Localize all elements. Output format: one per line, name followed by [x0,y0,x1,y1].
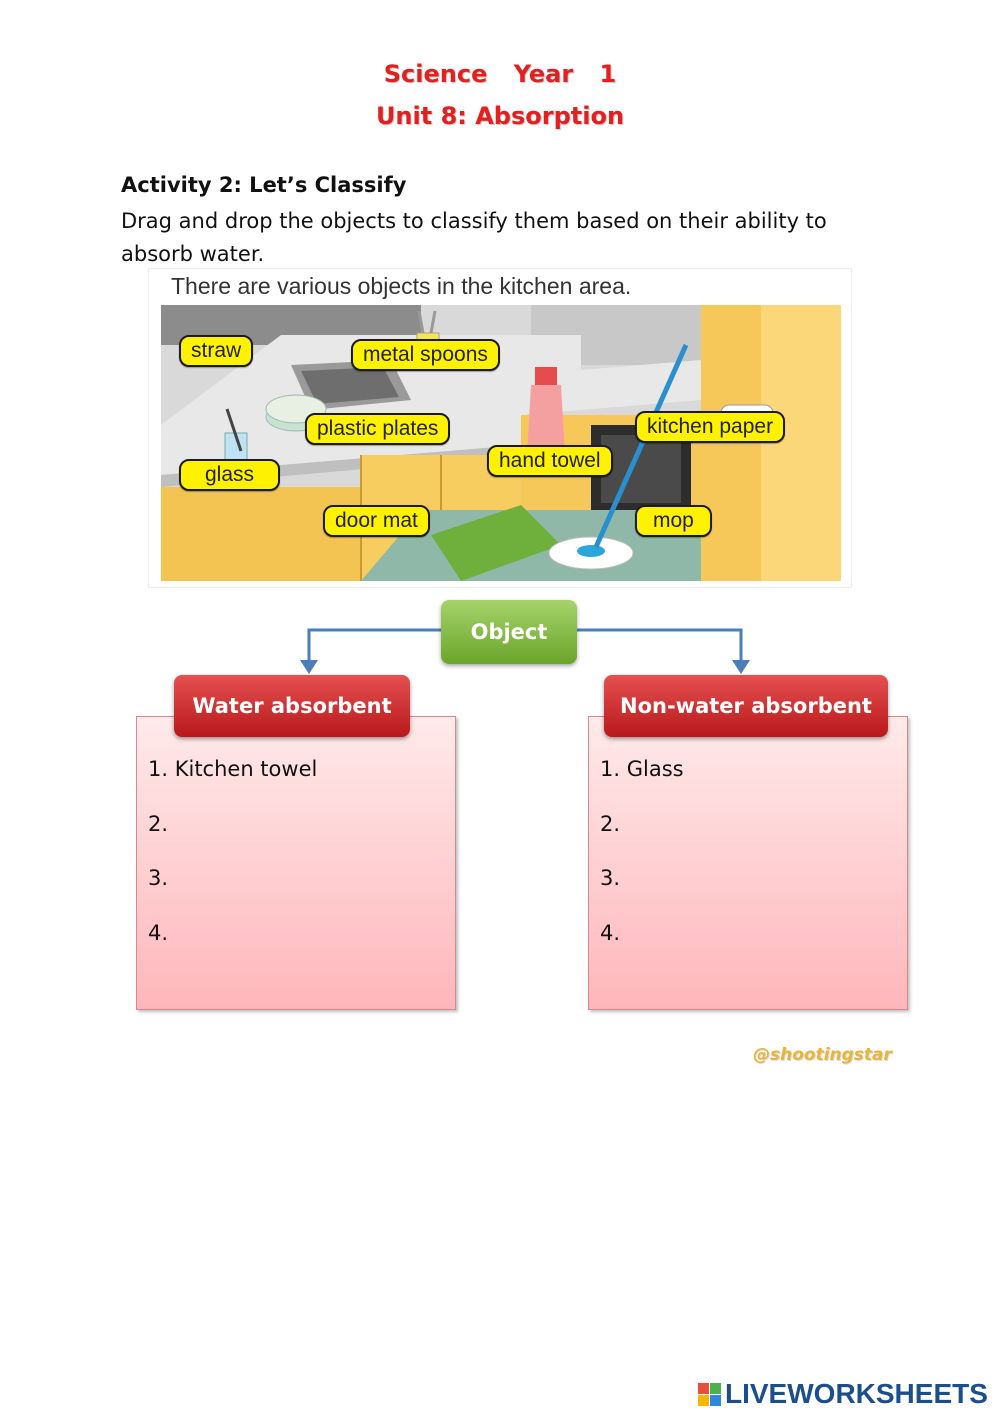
arrowhead-left [300,660,318,674]
illustration-caption: There are various objects in the kitchen area. [171,273,632,299]
label-plastic-plates[interactable]: plastic plates [305,413,450,445]
author-credit: @shootingstar [753,1045,892,1065]
label-hand-towel[interactable]: hand towel [487,445,613,477]
list-item[interactable]: 4. [148,920,169,945]
arrow-left [309,630,441,668]
brand-name: LIVEWORKSHEETS [725,1378,988,1409]
object-node: Object [441,600,577,664]
water-absorbent-list [148,757,317,975]
non-water-absorbent-header: Non-water absorbent [604,675,888,737]
non-water-absorbent-list [600,757,684,975]
title-unit: Unit 8: Absorption [375,102,625,130]
title-subject: Science Year 1 [383,60,617,88]
water-absorbent-header: Water absorbent [174,675,410,737]
list-item[interactable]: 1. Kitchen towel [148,757,318,781]
label-straw[interactable]: straw [179,335,253,367]
list-item[interactable]: 1. Glass [600,757,684,781]
label-glass[interactable]: glass [179,459,280,491]
liveworksheets-logo [698,1378,988,1410]
list-item[interactable]: 2. [600,811,621,836]
list-item[interactable]: 3. [148,866,169,890]
list-item[interactable]: 3. [600,866,621,890]
label-door-mat[interactable]: door mat [323,505,430,537]
label-kitchen-paper[interactable]: kitchen paper [635,411,785,443]
label-mop[interactable]: mop [635,505,712,537]
list-item[interactable]: 4. [600,920,621,945]
activity-heading: Activity 2: Let’s Classify [121,173,407,197]
list-item[interactable]: 2. [148,811,169,836]
activity-instruction: Drag and drop the objects to classify them based on their ability to absorb water. [121,209,827,266]
arrowhead-right [732,660,750,674]
liveworksheets-icon [698,1383,721,1406]
label-metal-spoons[interactable]: metal spoons [351,339,500,371]
arrow-right [577,630,741,668]
